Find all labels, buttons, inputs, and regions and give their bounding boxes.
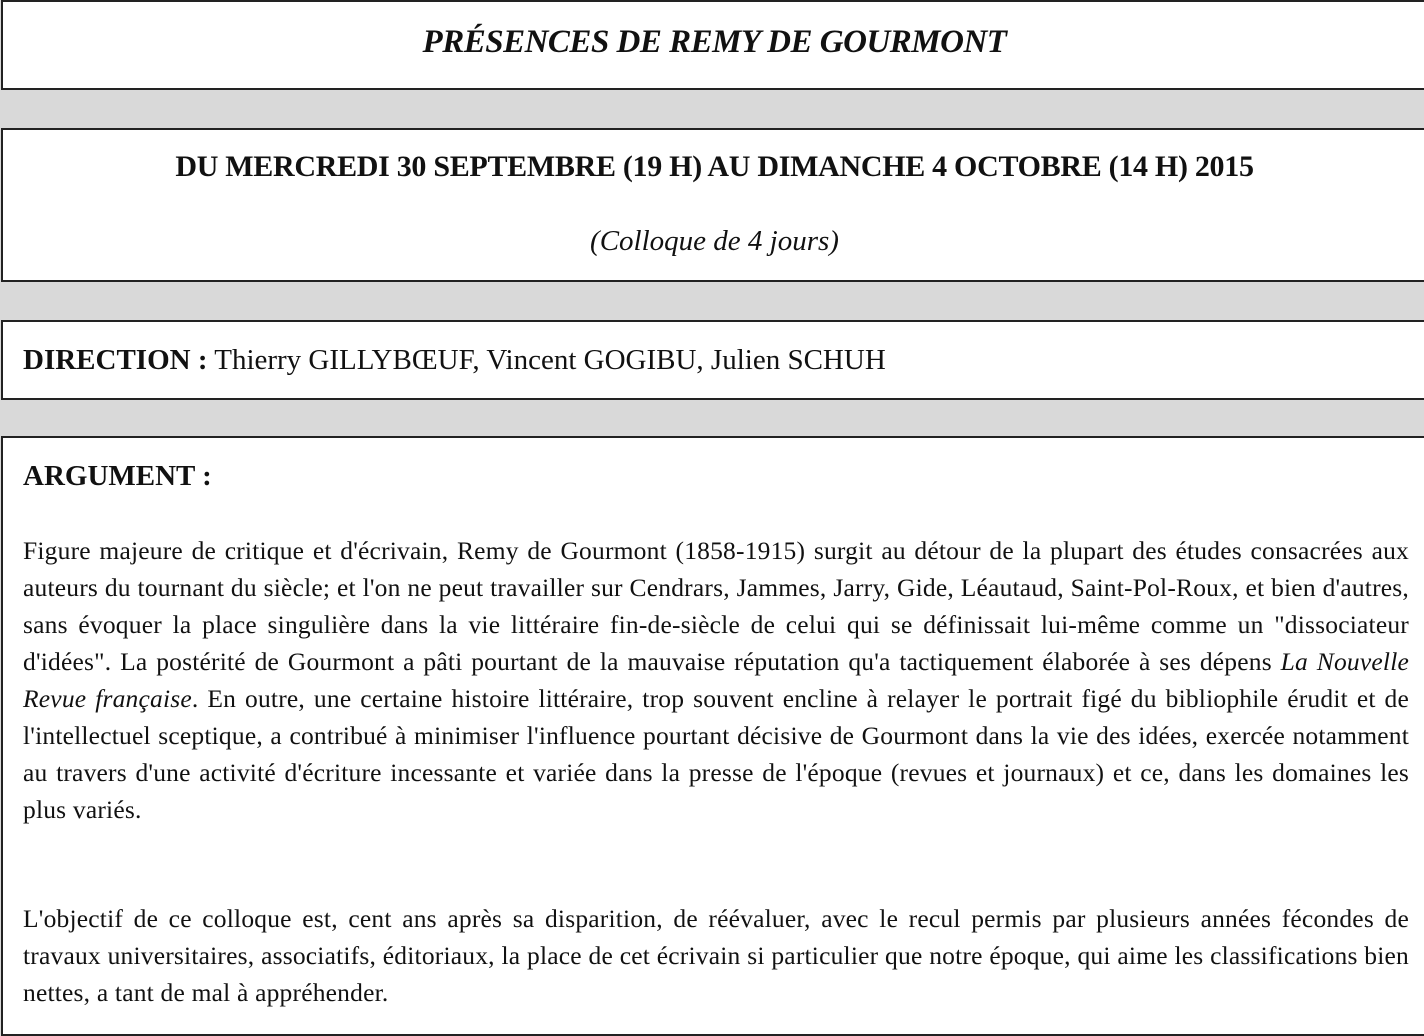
direction-box	[1, 320, 1424, 400]
direction-names: Thierry GILLYBŒUF, Vincent GOGIBU, Julien SCHUH	[207, 344, 886, 376]
event-dates: DU MERCREDI 30 SEPTEMBRE (19 H) AU DIMANCHE 4 OCTOBRE (14 H) 2015	[175, 150, 1254, 183]
page-title: PRÉSENCES DE REMY DE GOURMONT	[422, 24, 1007, 60]
journal-title: La Nouvelle Revue française	[23, 647, 1409, 713]
argument-box	[1, 436, 1424, 1036]
direction-label: DIRECTION :	[23, 344, 208, 376]
argument-heading: ARGUMENT :	[23, 460, 212, 492]
argument-paragraph-2: L'objectif de ce colloque est, cent ans après sa disparition, de réévaluer, avec le recul permis par plusieurs années fécondes de travaux universitaires, associatifs, éditoriaux, la place de cet écrivain si particulier que notre époque, qui aime les classifications bien nettes, a tant de mal à appréhender.	[23, 904, 1409, 1007]
argument-p1-text-continued: . En outre, une certaine histoire littéraire, trop souvent encline à relayer le portrait figé du bibliophile érudit et de l'intellectuel sceptique, a contribué à minimiser l'influence pourtant décisive de Gourmont dans la vie des idées, exercée notamment au travers d'une activité d'écriture incessante et variée dans la presse de l'époque (revues et journaux) et ce, dans les domaines les plus variés.	[23, 684, 1410, 824]
dates-box	[1, 128, 1424, 282]
argument-p1-text: Figure majeure de critique et d'écrivain, Remy de Gourmont (1858-1915) surgit au détour de la plupart des études consacrées aux auteurs du tournant du siècle; et l'on ne peut travailler sur Cendrars, Jammes, Jarry, Gide, Léautaud, Saint-Pol-Roux, et bien d'autres, sans évoquer la place singulière dans la vie littéraire fin-de-siècle de celui qui se définissait lui-même comme un "dissociateur d'idées". La postérité de Gourmont a pâti pourtant de la mauvaise réputation qu'a tactiquement élaborée à ses dépens	[23, 536, 1409, 676]
title-box	[1, 0, 1424, 90]
event-duration-note: (Colloque de 4 jours)	[590, 225, 839, 257]
direction-line	[23, 344, 886, 377]
argument-paragraph-1	[23, 532, 1409, 828]
